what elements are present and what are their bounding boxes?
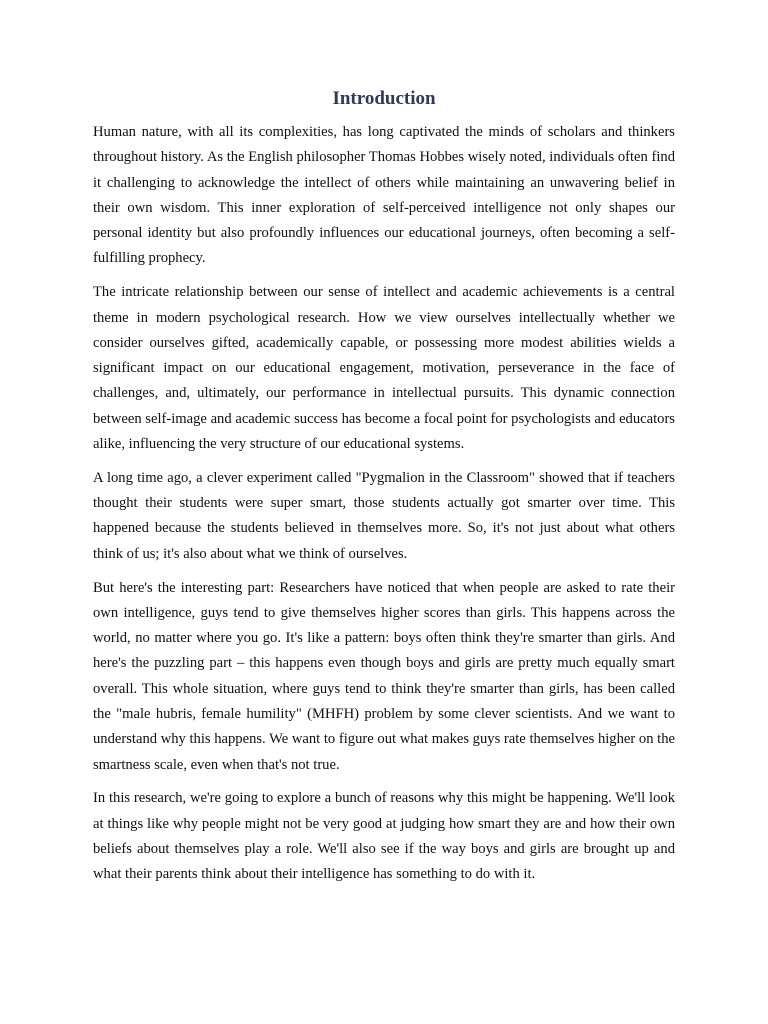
paragraph-2: The intricate relationship between our sense of intellect and academic achievements is a central theme in modern psychological research. How we view ourselves intellectually whether we consider ourselves gifted, academically capable, or possessing more modest abilities wields a significant impact on our educational engagement, motivation, perseverance in the face of challenges, and, ultimately, our performance in intellectual pursuits. This dynamic connection between self-image and academic success has become a focal point for psychologists and educators alike, influencing the very structure of our educational systems. bbox=[93, 284, 675, 453]
paragraph-5: In this research, we're going to explore a bunch of reasons why this might be happening. We'll look at things like why people might not be very good at judging how smart they are and how their own beliefs about themselves play a role. We'll also see if the way boys and girls are brought up and what their parents think about their intelligence has something to do with it. bbox=[93, 790, 675, 883]
document-page bbox=[93, 86, 675, 896]
page-title: Introduction bbox=[332, 88, 436, 109]
paragraph-4: But here's the interesting part: Researchers have noticed that when people are asked to rate their own intelligence, guys tend to give themselves higher scores than girls. This happens across the world, no matter where you go. It's like a pattern: boys often think they're smarter than girls. And here's the puzzling part – this happens even though boys and girls are pretty much equally smart overall. This whole situation, where guys tend to think they're smarter than girls, has been called the "male hubris, female humility" (MHFH) problem by some clever scientists. And we want to understand why this happens. We want to figure out what makes guys rate themselves higher on the smartness scale, even when that's not true. bbox=[93, 579, 675, 773]
paragraph-3: A long time ago, a clever experiment called "Pygmalion in the Classroom" showed that if teachers thought their students were super smart, those students actually got smarter over time. This happened because the students believed in themselves more. So, it's not just about what others think of us; it's also about what we think of ourselves. bbox=[93, 469, 675, 562]
paragraph-1: Human nature, with all its complexities, has long captivated the minds of scholars and thinkers throughout history. As the English philosopher Thomas Hobbes wisely noted, individuals often find it challenging to acknowledge the intellect of others while maintaining an unwavering belief in their own wisdom. This inner exploration of self-perceived intelligence not only shapes our personal identity but also profoundly influences our educational journeys, often becoming a self-fulfilling prophecy. bbox=[93, 124, 675, 267]
